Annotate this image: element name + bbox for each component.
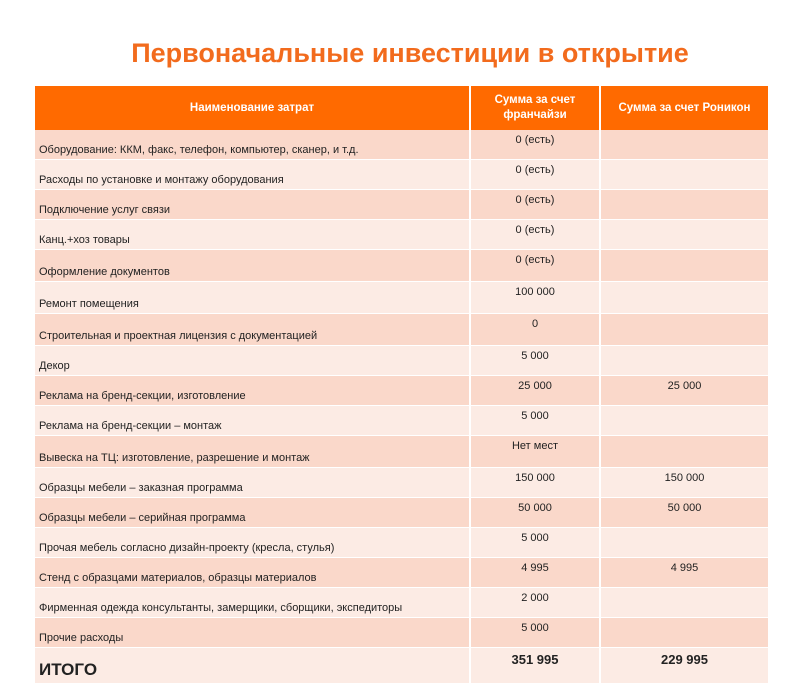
table-row bbox=[35, 468, 769, 498]
ronikon-amount bbox=[600, 618, 769, 648]
table-row bbox=[35, 190, 769, 220]
investments-table bbox=[35, 86, 770, 684]
cost-name: Расходы по установке и монтажу оборудования bbox=[35, 160, 470, 190]
franchisee-amount: 0 (есть) bbox=[470, 250, 600, 282]
ronikon-amount bbox=[600, 588, 769, 618]
table-header bbox=[35, 86, 769, 130]
ronikon-amount: 150 000 bbox=[600, 468, 769, 498]
total-franchisee: 351 995 bbox=[470, 648, 600, 684]
ronikon-amount bbox=[600, 160, 769, 190]
table-row bbox=[35, 250, 769, 282]
ronikon-amount bbox=[600, 190, 769, 220]
table-row bbox=[35, 528, 769, 558]
cost-name: Ремонт помещения bbox=[35, 282, 470, 314]
cost-name: Декор bbox=[35, 346, 470, 376]
franchisee-amount: 0 (есть) bbox=[470, 130, 600, 160]
ronikon-amount bbox=[600, 528, 769, 558]
header-franchisee: Сумма за счет франчайзи bbox=[470, 86, 600, 130]
franchisee-amount: 0 bbox=[470, 314, 600, 346]
table-row bbox=[35, 346, 769, 376]
franchisee-amount: 150 000 bbox=[470, 468, 600, 498]
total-row bbox=[35, 648, 769, 684]
franchisee-amount: Нет мест bbox=[470, 436, 600, 468]
ronikon-amount bbox=[600, 314, 769, 346]
table-row bbox=[35, 588, 769, 618]
cost-name: Строительная и проектная лицензия с документацией bbox=[35, 314, 470, 346]
slide-title: Первоначальные инвестиции в открытие bbox=[131, 38, 689, 68]
franchisee-amount: 5 000 bbox=[470, 406, 600, 436]
franchisee-amount: 5 000 bbox=[470, 618, 600, 648]
cost-name: Оформление документов bbox=[35, 250, 470, 282]
ronikon-amount bbox=[600, 406, 769, 436]
total-ronikon: 229 995 bbox=[600, 648, 769, 684]
cost-name: Фирменная одежда консультанты, замерщики, сборщики, экспедиторы bbox=[35, 588, 470, 618]
table-row bbox=[35, 282, 769, 314]
table-row bbox=[35, 498, 769, 528]
ronikon-amount bbox=[600, 436, 769, 468]
cost-name: Подключение услуг связи bbox=[35, 190, 470, 220]
franchisee-amount: 25 000 bbox=[470, 376, 600, 406]
ronikon-amount: 25 000 bbox=[600, 376, 769, 406]
table-row bbox=[35, 130, 769, 160]
franchisee-amount: 0 (есть) bbox=[470, 220, 600, 250]
ronikon-amount bbox=[600, 130, 769, 160]
franchisee-amount: 0 (есть) bbox=[470, 190, 600, 220]
ronikon-amount: 50 000 bbox=[600, 498, 769, 528]
table-row bbox=[35, 406, 769, 436]
franchisee-amount: 100 000 bbox=[470, 282, 600, 314]
franchisee-amount: 5 000 bbox=[470, 346, 600, 376]
ronikon-amount bbox=[600, 282, 769, 314]
cost-name: Стенд с образцами материалов, образцы материалов bbox=[35, 558, 470, 588]
franchisee-amount: 2 000 bbox=[470, 588, 600, 618]
franchisee-amount: 5 000 bbox=[470, 528, 600, 558]
cost-name: Реклама на бренд-секции – монтаж bbox=[35, 406, 470, 436]
header-ronikon: Сумма за счет Роникон bbox=[600, 86, 769, 130]
table-row bbox=[35, 376, 769, 406]
cost-name: Оборудование: ККМ, факс, телефон, компьютер, сканер, и т.д. bbox=[35, 130, 470, 160]
cost-name: Реклама на бренд-секции, изготовление bbox=[35, 376, 470, 406]
table-row bbox=[35, 436, 769, 468]
cost-name: Канц.+хоз товары bbox=[35, 220, 470, 250]
cost-name: Образцы мебели – серийная программа bbox=[35, 498, 470, 528]
cost-name: Вывеска на ТЦ: изготовление, разрешение и монтаж bbox=[35, 436, 470, 468]
cost-name: Прочие расходы bbox=[35, 618, 470, 648]
ronikon-amount bbox=[600, 220, 769, 250]
cost-name: Образцы мебели – заказная программа bbox=[35, 468, 470, 498]
header-cost-name: Наименование затрат bbox=[35, 86, 470, 130]
table-row bbox=[35, 160, 769, 190]
franchisee-amount: 4 995 bbox=[470, 558, 600, 588]
ronikon-amount bbox=[600, 250, 769, 282]
ronikon-amount: 4 995 bbox=[600, 558, 769, 588]
table-row bbox=[35, 314, 769, 346]
franchisee-amount: 50 000 bbox=[470, 498, 600, 528]
table-row bbox=[35, 618, 769, 648]
total-label: ИТОГО bbox=[35, 648, 470, 684]
cost-name: Прочая мебель согласно дизайн-проекту (кресла, стулья) bbox=[35, 528, 470, 558]
table-row bbox=[35, 220, 769, 250]
franchisee-amount: 0 (есть) bbox=[470, 160, 600, 190]
ronikon-amount bbox=[600, 346, 769, 376]
table-row bbox=[35, 558, 769, 588]
